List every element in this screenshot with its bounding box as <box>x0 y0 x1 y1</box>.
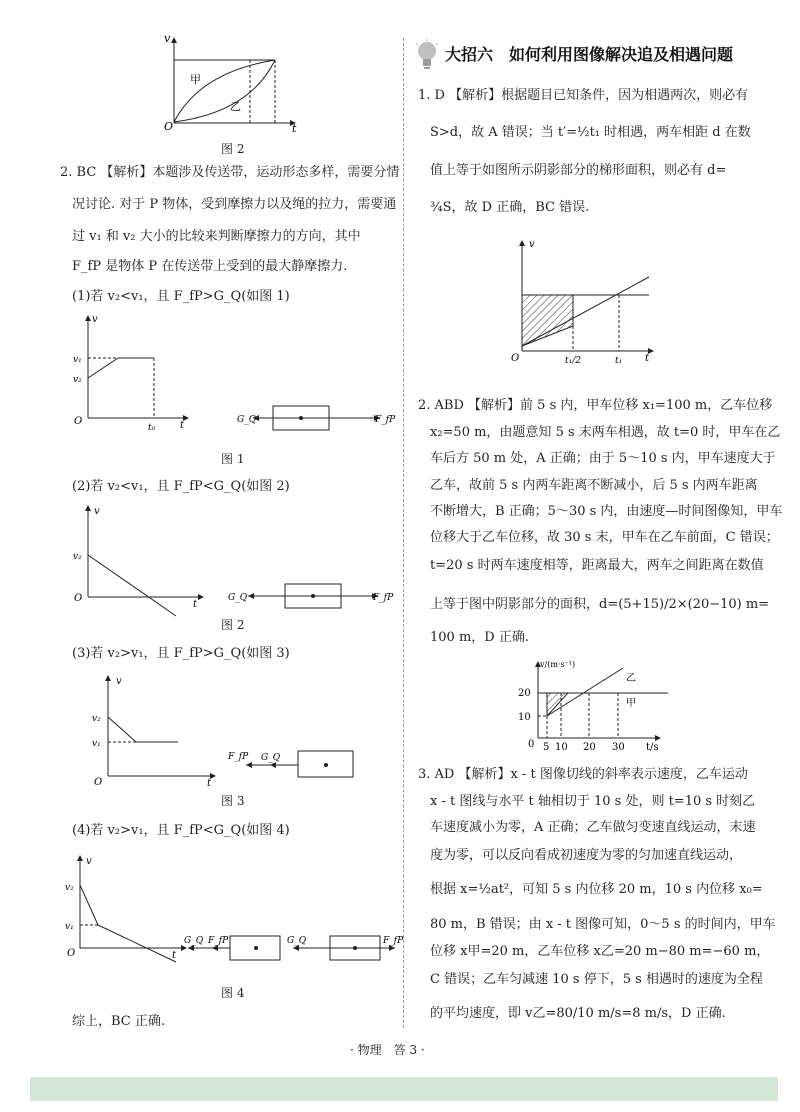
q2-line: 过 v₁ 和 v₂ 大小的比较来判断摩擦力的方向，其中 <box>72 229 361 244</box>
svg-text:t: t <box>172 950 177 961</box>
svg-text:v: v <box>94 506 100 517</box>
svg-text:30: 30 <box>612 742 625 753</box>
svg-text:v: v <box>529 239 535 250</box>
q1-line: S>d，故 A 错误；当 t′=½t₁ 时相遇，两车相距 d 在数 <box>430 125 751 140</box>
svg-text:20: 20 <box>583 742 596 753</box>
q3-line: 车速度减小为零，A 正确；乙车做匀变速直线运动，末速 <box>430 820 756 835</box>
svg-text:F_fP: F_fP <box>375 415 396 425</box>
page-number: · 物理 答 3 · <box>350 1043 425 1057</box>
svg-text:t: t <box>180 420 185 431</box>
figure-4-force-diagram-1 <box>180 930 290 966</box>
q2-line: 2. BC 【解析】本题涉及传送带，运动形态多样，需要分情 <box>60 165 400 180</box>
case-2-text: (2)若 v₂<v₁，且 F_fP<G_Q(如图 2) <box>72 479 290 494</box>
svg-text:乙: 乙 <box>626 673 636 684</box>
case-4-text: (4)若 v₂>v₁，且 F_fP<G_Q(如图 4) <box>72 823 290 838</box>
svg-text:t: t <box>645 353 650 364</box>
svg-text:v: v <box>116 676 122 687</box>
figure-2-graph <box>68 500 208 615</box>
curve-jia-label: 甲 <box>190 73 201 86</box>
figure-3-graph <box>90 670 220 790</box>
figure-4-force-diagram-2 <box>285 930 404 966</box>
origin-label: O <box>164 120 174 133</box>
axis-v-label: v <box>164 32 171 45</box>
svg-text:G_Q: G_Q <box>237 415 257 425</box>
q2-line: F_fP 是物体 P 在传送带上受到的最大静摩擦力. <box>72 259 348 274</box>
svg-text:G_Q: G_Q <box>287 936 307 946</box>
svg-text:v/(m·s⁻¹): v/(m·s⁻¹) <box>540 660 576 669</box>
figure-4-graph <box>64 850 194 970</box>
q3-line: 的平均速度，即 v乙=80/10 m/s=8 m/s，D 正确. <box>430 1006 726 1021</box>
svg-text:0: 0 <box>528 739 535 750</box>
figure-caption: 图 2 <box>221 142 245 156</box>
svg-text:v₁: v₁ <box>73 355 82 365</box>
figure-3-force-diagram <box>228 745 358 785</box>
q2r-line: 上等于图中阴影部分的面积，d=(5+15)/2×(20−10) m= <box>430 597 770 612</box>
svg-text:v: v <box>86 856 92 867</box>
svg-text:G_Q: G_Q <box>228 593 248 603</box>
q2r-line: t=20 s 时两车速度相等，距离最大，两车之间距离在数值 <box>430 558 764 573</box>
svg-text:v₁: v₁ <box>92 739 101 749</box>
q1-line: 1. D 【解析】根据题目已知条件，因为相遇两次，则必有 <box>418 88 749 103</box>
figure-2-force-diagram <box>228 580 393 614</box>
svg-text:t/s: t/s <box>646 742 659 753</box>
q2r-line: 100 m，D 正确. <box>430 630 529 645</box>
footer-band <box>30 1077 778 1101</box>
q2r-line: 不断增大，B 正确；5～30 s 内，由速度—时间图像知，甲车 <box>430 504 783 519</box>
svg-text:G_Q: G_Q <box>184 936 204 946</box>
q3-line: 位移 x甲=20 m，乙车位移 x乙=20 m−80 m=−60 m， <box>430 944 770 959</box>
svg-text:v₂: v₂ <box>92 714 101 724</box>
svg-text:v: v <box>92 314 98 325</box>
q2r-line: x₂=50 m，由题意知 5 s 末两车相遇，故 t=0 时，甲车在乙 <box>430 425 781 440</box>
q2-vt-graph <box>508 658 683 753</box>
q3-line: 3. AD 【解析】x - t 图像切线的斜率表示速度，乙车运动 <box>418 767 748 782</box>
figure-1-force-diagram <box>235 400 395 440</box>
q3-line: 80 m，B 错误；由 x - t 图像可知，0～5 s 的时间内，甲车 <box>430 917 776 932</box>
figure-3-caption: 图 3 <box>221 794 245 808</box>
svg-text:F_fP: F_fP <box>208 936 229 946</box>
svg-text:F_fP: F_fP <box>228 752 249 762</box>
q1-vt-graph <box>505 235 660 380</box>
svg-text:v₂: v₂ <box>65 883 74 893</box>
svg-text:甲: 甲 <box>626 698 636 709</box>
svg-text:v₂: v₂ <box>73 552 82 562</box>
svg-text:5: 5 <box>543 742 550 753</box>
svg-text:v₂: v₂ <box>73 375 82 385</box>
figure-1-caption: 图 1 <box>221 452 245 466</box>
svg-text:O: O <box>74 593 83 604</box>
axis-t-label: t <box>292 122 297 135</box>
figure-4-caption: 图 4 <box>221 986 245 1000</box>
svg-text:t₁: t₁ <box>615 356 623 366</box>
lightbulb-icon <box>414 39 440 71</box>
q3-line: C 错误；乙车匀减速 10 s 停下，5 s 相遇时的速度为全程 <box>430 972 763 987</box>
q2-line: 况讨论. 对于 P 物体，受到摩擦力以及绳的拉力，需要通 <box>72 197 397 212</box>
svg-text:t₀: t₀ <box>148 423 156 433</box>
svg-text:t₁/2: t₁/2 <box>565 356 581 366</box>
q2r-line: 乙车，故前 5 s 内两车距离不断减小，后 5 s 内两车距离 <box>430 478 758 493</box>
svg-text:G_Q: G_Q <box>261 753 281 763</box>
figure-2-caption: 图 2 <box>221 618 245 632</box>
column-divider <box>403 38 404 1028</box>
svg-text:10: 10 <box>518 712 531 723</box>
q3-line: 根据 x=½at²，可知 5 s 内位移 20 m，10 s 内位移 x₀= <box>430 882 763 897</box>
svg-text:v₁: v₁ <box>65 922 74 932</box>
svg-text:10: 10 <box>555 742 568 753</box>
svg-text:t: t <box>207 778 212 789</box>
q3-line: 度为零，可以反向看成初速度为零的匀加速直线运动， <box>430 848 743 863</box>
figure-1-graph <box>68 310 193 435</box>
q2r-line: 位移大于乙车位移，故 30 s 末，甲车在乙车前面，C 错误； <box>430 530 779 545</box>
svg-text:F_fP: F_fP <box>373 593 394 603</box>
case-3-text: (3)若 v₂>v₁，且 F_fP>G_Q(如图 3) <box>72 646 290 661</box>
q3-line: x - t 图线与水平 t 轴相切于 10 s 处，则 t=10 s 时刻乙 <box>430 794 756 809</box>
section-title: 大招六 如何利用图像解决追及相遇问题 <box>445 45 734 64</box>
q2r-line: 2. ABD 【解析】前 5 s 内，甲车位移 x₁=100 m，乙车位移 <box>418 398 773 413</box>
svg-text:F_fP: F_fP <box>383 936 404 946</box>
conclusion-text: 综上，BC 正确. <box>72 1014 166 1029</box>
svg-text:O: O <box>511 353 520 364</box>
top-graph-figure <box>160 30 310 135</box>
curve-yi-label: 乙 <box>230 100 241 113</box>
svg-text:t: t <box>193 599 198 610</box>
svg-text:20: 20 <box>518 688 531 699</box>
svg-text:O: O <box>67 948 76 959</box>
svg-text:O: O <box>94 777 103 788</box>
q1-line: ¾S，故 D 正确，BC 错误. <box>430 200 590 215</box>
svg-text:O: O <box>74 416 83 427</box>
q1-line: 值上等于如图所示阴影部分的梯形面积，则必有 d= <box>430 163 727 178</box>
case-1-text: (1)若 v₂<v₁，且 F_fP>G_Q(如图 1) <box>72 289 290 304</box>
q2r-line: 车后方 50 m 处，A 正确；由于 5～10 s 内，甲车速度大于 <box>430 451 776 466</box>
